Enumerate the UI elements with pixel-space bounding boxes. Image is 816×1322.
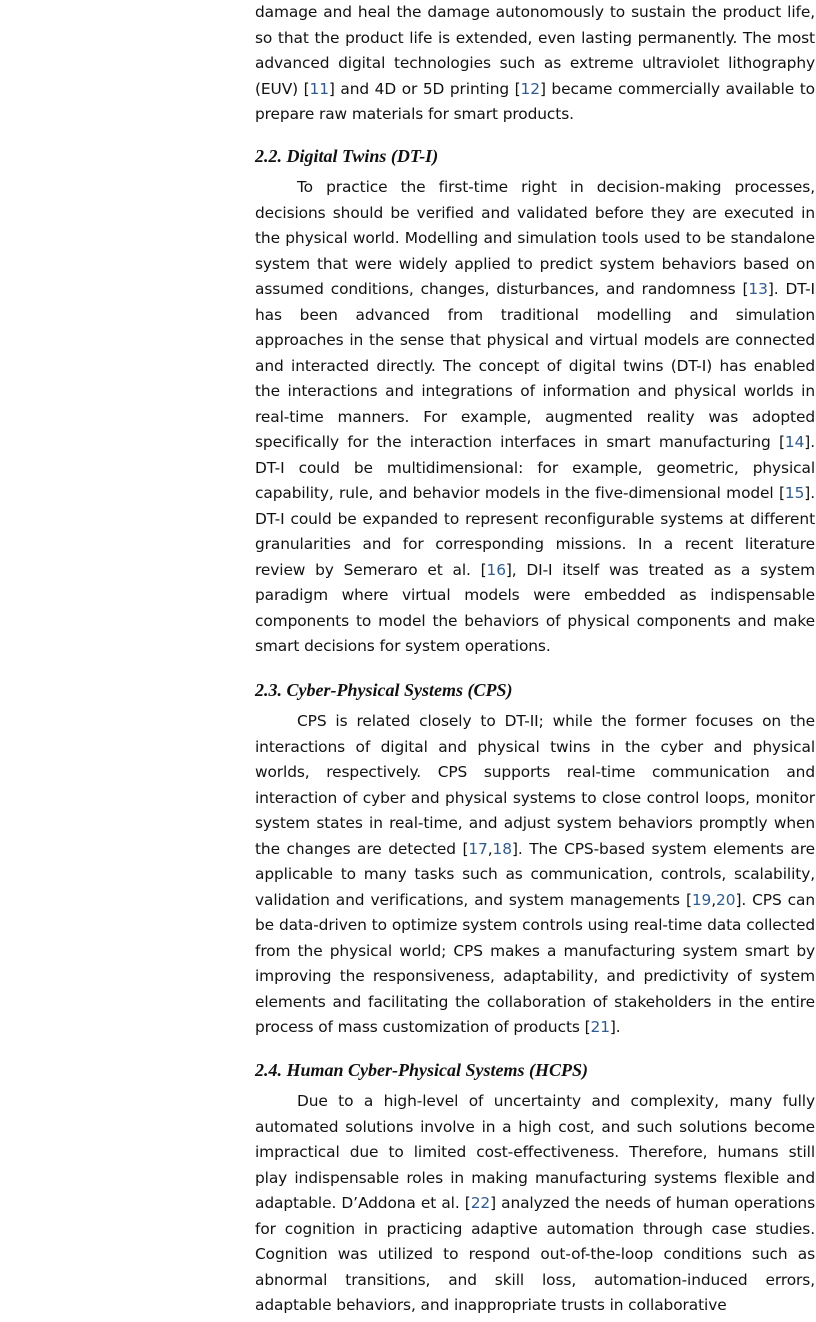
paragraph-text: ], DI-I itself was treated as a system paradigm where virtual models were embedded as indispensable components to model the behaviors of physical components and make smart decisions for system operations. <box>255 560 815 655</box>
citation-link[interactable]: 13 <box>748 280 768 298</box>
citation-link[interactable]: 21 <box>590 1018 610 1036</box>
paragraph <box>255 175 815 660</box>
paragraph-text: ]. DT-I could be expanded to represent reconfigurable systems at different granularities and for corresponding missions. In a recent literature review by Semeraro et al. [ <box>255 484 815 579</box>
paragraph-text: ]. The CPS-based system elements are applicable to many tasks such as communication, controls, scalability, validation and verifications, and system managements [ <box>255 839 816 909</box>
paragraph-text: ] became commercially available to prepare raw materials for smart products. <box>255 79 815 123</box>
paragraph-text: , <box>711 890 717 909</box>
citation-link[interactable]: 20 <box>716 890 736 909</box>
paragraph-text: damage and heal the damage autonomously to sustain the product life, so that the product life is extended, even lasting permanently. The most advanced digital technologies such as extreme ultraviolet lithography (EUV) [ <box>255 3 815 98</box>
paragraph-text: ] analyzed the needs of human operations for cognition in practicing adaptive automation through case studies. Cognition was utilized to respond out-of-the-loop conditions such as abnormal transitions, and skill loss, automation-induced errors, adaptable behaviors, and inappropriate trusts in collaborative <box>255 1194 815 1314</box>
paragraph <box>255 709 815 1041</box>
section-heading: 2.4. Human Cyber-Physical Systems (HCPS) <box>255 1060 588 1080</box>
paragraph-text: To practice the first-time right in decision-making processes, decisions should be verified and validated before they are executed in the physical world. Modelling and simulation tools used to be standalone system that were widely applied to predict system behaviors based on assumed conditions, changes, disturbances, and randomness [ <box>255 178 815 298</box>
paragraph-text: ] and 4D or 5D printing [ <box>328 79 521 98</box>
section-heading: 2.3. Cyber-Physical Systems (CPS) <box>255 680 513 700</box>
citation-link[interactable]: 22 <box>470 1194 491 1212</box>
paragraph-text: ]. DT-I has been advanced from traditional modelling and simulation approaches in the sense that physical and virtual models are connected and interacted directly. The concept of digital twins (DT-I) has enabled the interactions and integrations of information and physical worlds in real-time manners. For example, augmented reality was adopted specifically for the interaction interfaces in smart manufacturing [ <box>255 280 815 451</box>
citation-link[interactable]: 16 <box>486 560 506 579</box>
paragraph-text: ]. <box>609 1018 621 1036</box>
citation-link[interactable]: 15 <box>784 484 805 502</box>
paragraph <box>255 0 815 128</box>
section-cyber-physical-systems <box>255 678 815 1041</box>
citation-link[interactable]: 17 <box>468 839 488 858</box>
citation-link[interactable]: 12 <box>520 79 540 98</box>
citation-link[interactable]: 11 <box>309 79 329 98</box>
paragraph <box>255 1089 815 1319</box>
citation-link[interactable]: 14 <box>784 433 805 451</box>
section-heading: 2.2. Digital Twins (DT-I) <box>255 146 439 166</box>
section-digital-twins <box>255 144 815 660</box>
paragraph-text: , <box>487 839 493 858</box>
paragraph-text: Due to a high-level of uncertainty and complexity, many fully automated solutions involve in a high cost, and such solutions become impractical due to limited cost-effectiveness. Therefore, humans still play indispensable roles in making manufacturing systems flexible and adaptable. D’Addona et al. [ <box>255 1092 815 1212</box>
intro-continuation-section <box>255 0 815 128</box>
citation-link[interactable]: 18 <box>492 839 512 858</box>
section-human-cyber-physical-systems <box>255 1058 815 1319</box>
paragraph-text: ]. DT-I could be multidimensional: for example, geometric, physical capability, rule, and behavior models in the five-dimensional model [ <box>255 433 815 502</box>
citation-link[interactable]: 19 <box>691 890 712 909</box>
paragraph-text: CPS is related closely to DT-II; while the former focuses on the interactions of digital and physical twins in the cyber and physical worlds, respectively. CPS supports real-time communication and interaction of cyber and physical systems to close control loops, monitor system states in real-time, and adjust system behaviors promptly when the changes are detected [ <box>255 712 815 858</box>
paragraph-text: ]. CPS can be data-driven to optimize system controls using real-time data collected from the physical world; CPS makes a manufacturing system smart by improving the responsiveness, adaptability, and predictivity of system elements and facilitating the collaboration of stakeholders in the entire process of mass customization of products [ <box>255 890 815 1036</box>
